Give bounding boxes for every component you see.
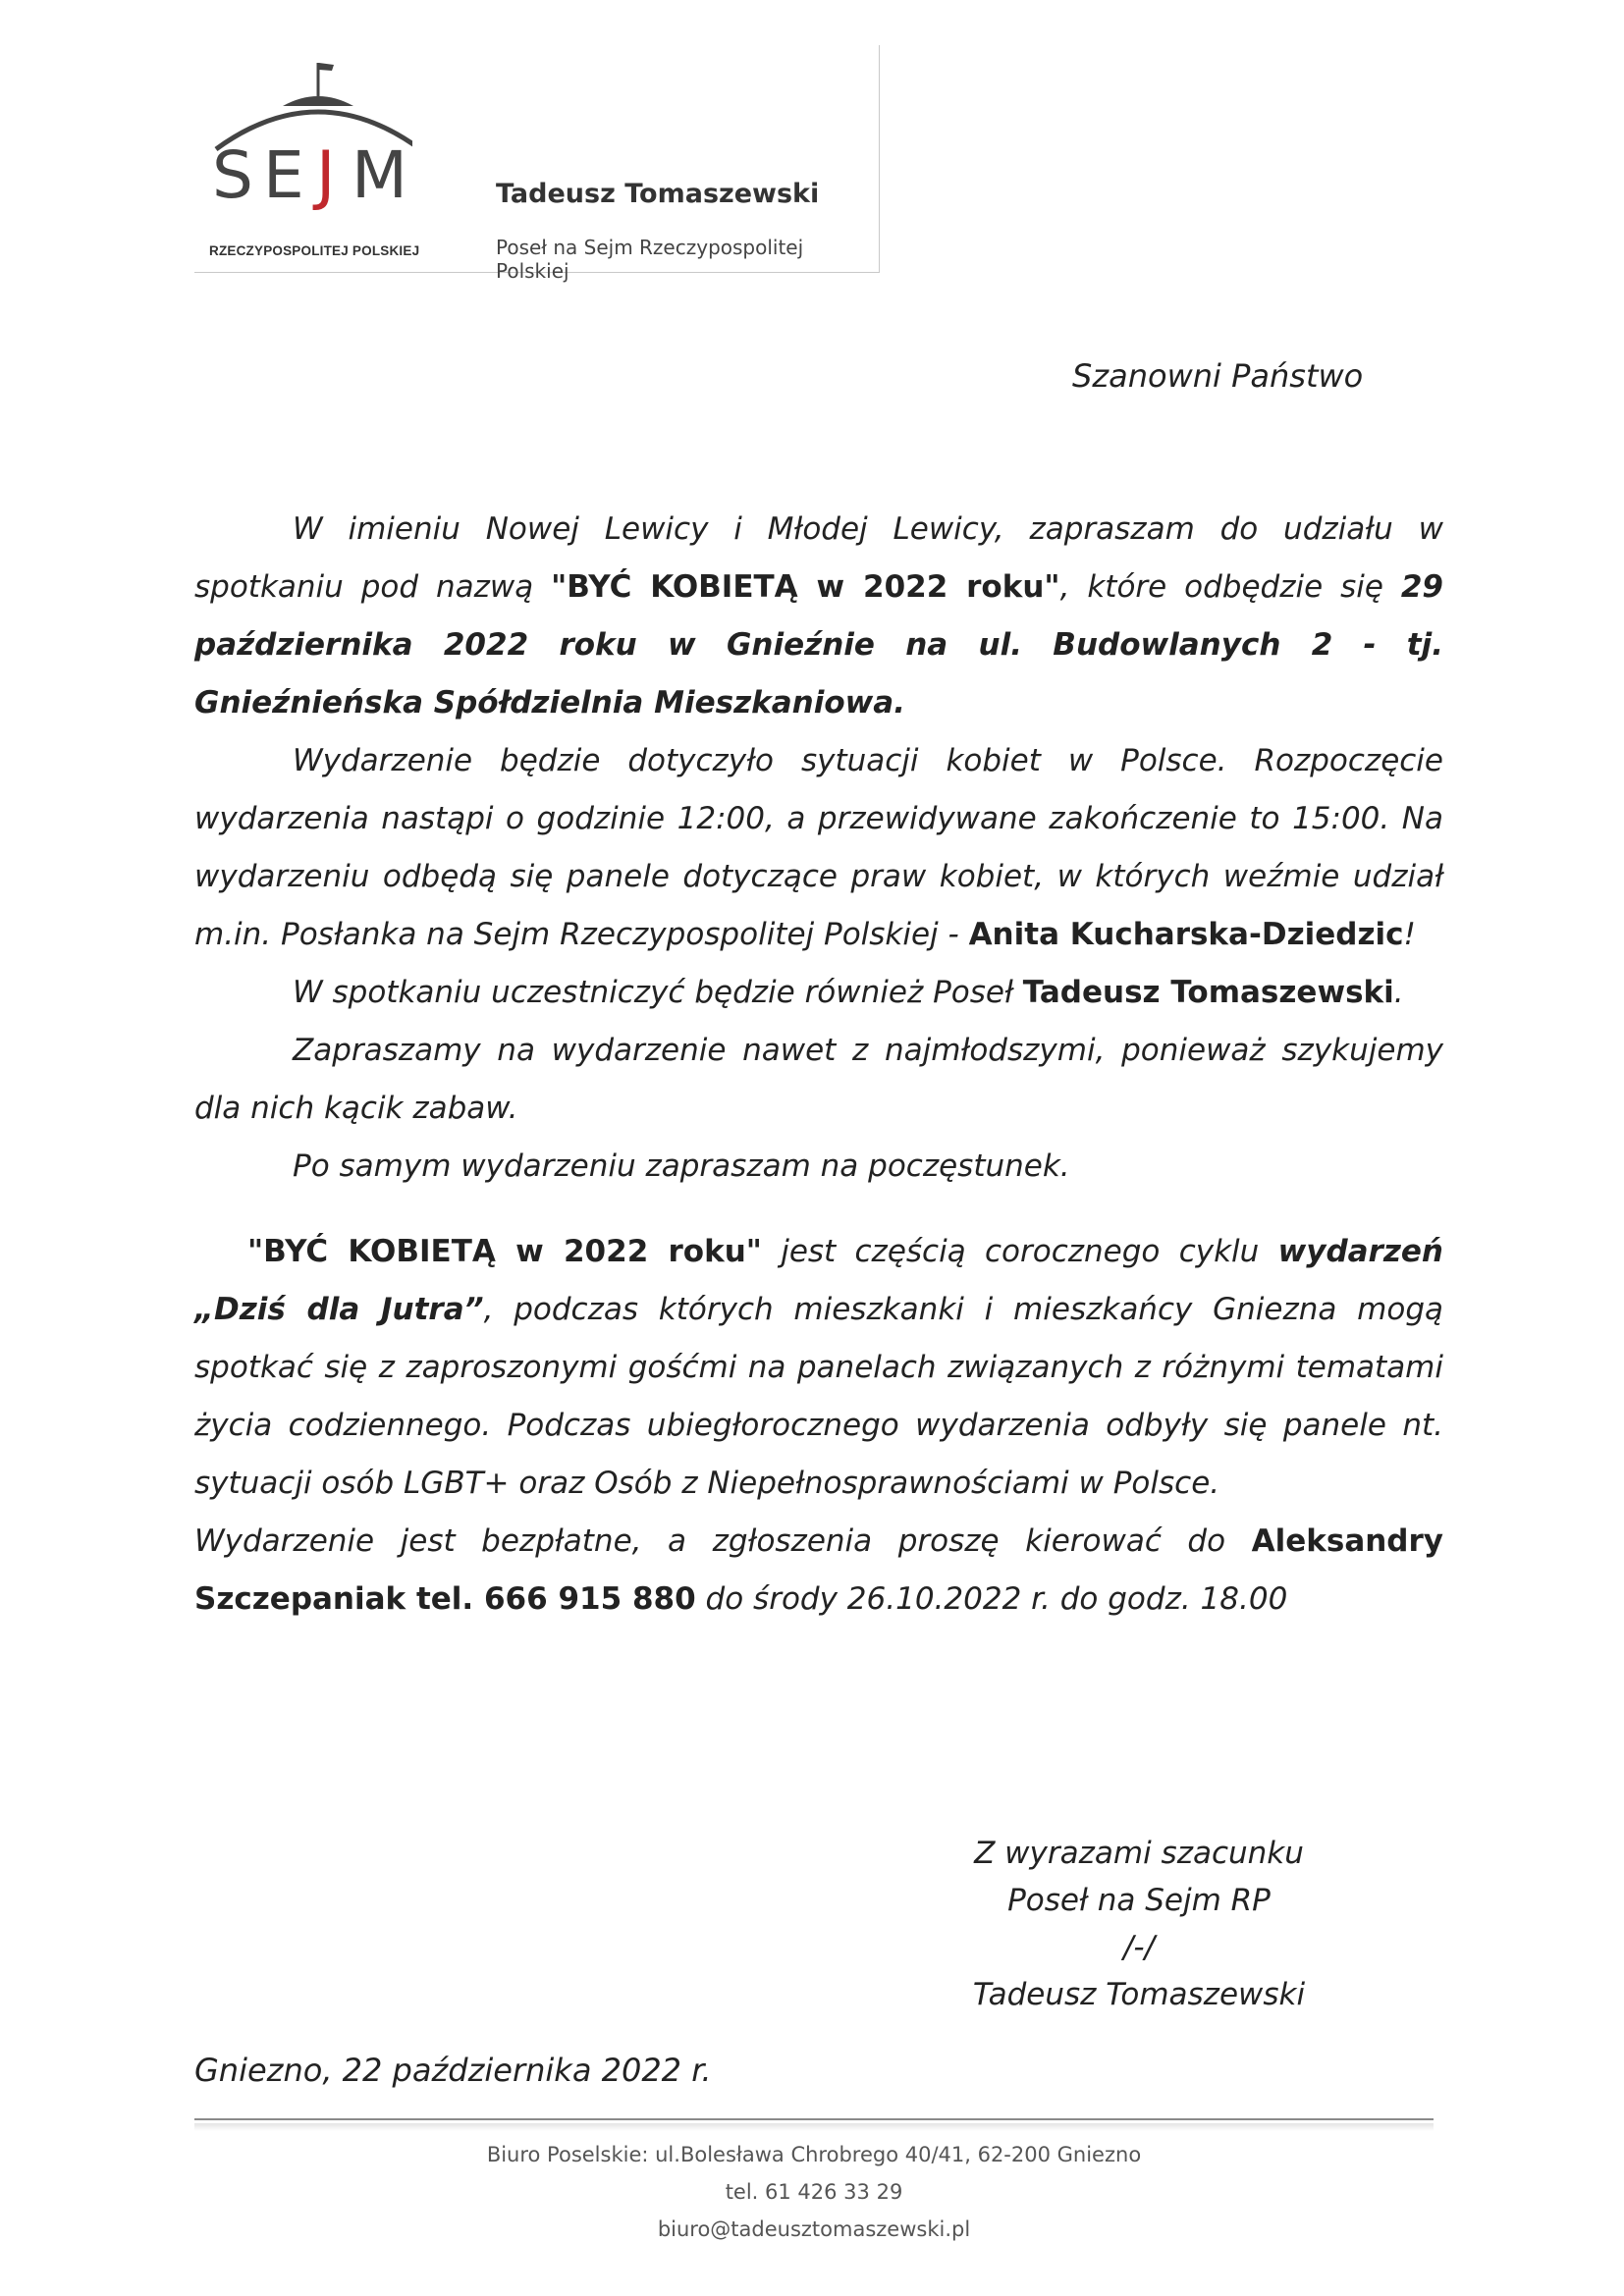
signature-title: Poseł na Sejm RP (1007, 1883, 1271, 1918)
signature-closing: Z wyrazami szacunku (974, 1836, 1304, 1871)
sejm-letter-e: E (263, 137, 304, 213)
signature-mark: /-/ (1122, 1930, 1156, 1965)
event-title: "BYĆ KOBIETĄ w 2022 roku" (551, 569, 1060, 605)
paragraph-refreshments: Po samym wydarzeniu zapraszam na poczęstunek. (293, 1148, 1070, 1184)
contact-person: Aleksandry Szczepaniak tel. 666 915 880 (194, 1523, 1443, 1617)
footer-divider (194, 2118, 1434, 2120)
signature-block (943, 1830, 1335, 2018)
paragraph-registration (194, 1513, 1443, 1629)
sejm-letter-m: M (352, 137, 407, 213)
letterhead-role: Poseł na Sejm Rzeczypospolitej Polskiej (496, 236, 804, 283)
text-run: Wydarzenie jest bezpłatne, a zgłoszenia proszę kierować do (194, 1523, 1252, 1559)
text-run: . (1393, 975, 1404, 1010)
text-run: Wydarzenie będzie dotyczyło sytuacji kobiet w Polsce. Rozpoczęcie wydarzenia nastąpi o godzinie 12:00, a przewidywane zakończenie to 15:00. Na wydarzeniu odbędą się panele dotyczące praw kobiet, w których weźmie udział m.in. Posłanka na Sejm Rzeczypospolitej Polskiej - (194, 743, 1443, 952)
sejm-logo-subtitle: RZECZYPOSPOLITEJ POLSKIEJ (209, 243, 420, 258)
text-run: W imieniu Nowej Lewicy i Młodej Lewicy, zapraszam do udziału w spotkaniu pod nazwą (194, 511, 1443, 605)
footer (194, 2136, 1434, 2248)
paragraph-series (194, 1223, 1443, 1513)
sejm-letter-s: S (212, 137, 253, 213)
footer-divider-shadow (194, 2123, 1434, 2131)
participant-name: Tadeusz Tomaszewski (1022, 975, 1394, 1010)
series-name: wydarzeń „Dziś dla Jutra” (194, 1234, 1443, 1327)
text-run: jest częścią corocznego cyklu (761, 1234, 1278, 1269)
paragraph-invitation (194, 501, 1443, 732)
letterhead (194, 45, 880, 283)
footer-phone: tel. 61 426 33 29 (725, 2180, 903, 2204)
text-run: ! (1403, 917, 1416, 952)
sejm-logo-word (204, 137, 410, 214)
footer-email: biuro@tadeusztomaszewski.pl (657, 2217, 971, 2241)
sejm-letter-j: J (316, 137, 336, 213)
paragraph-kids-corner: Zapraszamy na wydarzenie nawet z najmłodszymi, ponieważ szykujemy dla nich kącik zabaw. (194, 1033, 1443, 1126)
signature-name: Tadeusz Tomaszewski (972, 1977, 1306, 2012)
letter-body (194, 501, 1443, 1629)
paragraph-participant (194, 964, 1443, 1022)
place-date: Gniezno, 22 października 2022 r. (194, 2052, 712, 2089)
text-run: , podczas których mieszkanki i mieszkańcy Gniezna mogą spotkać się z zaproszonymi gośćmi na panelach związanych z różnymi tematami życia codziennego. Podczas ubiegłorocznego wydarzenia odbyły się panele nt. sytuacji osób LGBT+ oraz Osób z Niepełnosprawnościami w Polsce. (194, 1292, 1444, 1501)
text-run: , które odbędzie się (1059, 569, 1401, 605)
event-date-location: 29 października 2022 roku w Gnieźnie na ul. Budowlanych 2 - tj. Gnieźnieńska Spółdzielnia Mieszkaniowa. (194, 569, 1443, 721)
guest-name: Anita Kucharska-Dziedzic (968, 917, 1404, 952)
letterhead-name: Tadeusz Tomaszewski (496, 179, 820, 209)
greeting: Szanowni Państwo (1072, 357, 1364, 395)
paragraph-event-details (194, 732, 1443, 964)
event-title: "BYĆ KOBIETĄ w 2022 roku" (247, 1234, 762, 1269)
text-run: do środy 26.10.2022 r. do godz. 18.00 (695, 1581, 1288, 1617)
text-run: W spotkaniu uczestniczyć będzie również Poseł (293, 975, 1023, 1010)
footer-address: Biuro Poselskie: ul.Bolesława Chrobrego 40/41, 62-200 Gniezno (486, 2143, 1142, 2166)
